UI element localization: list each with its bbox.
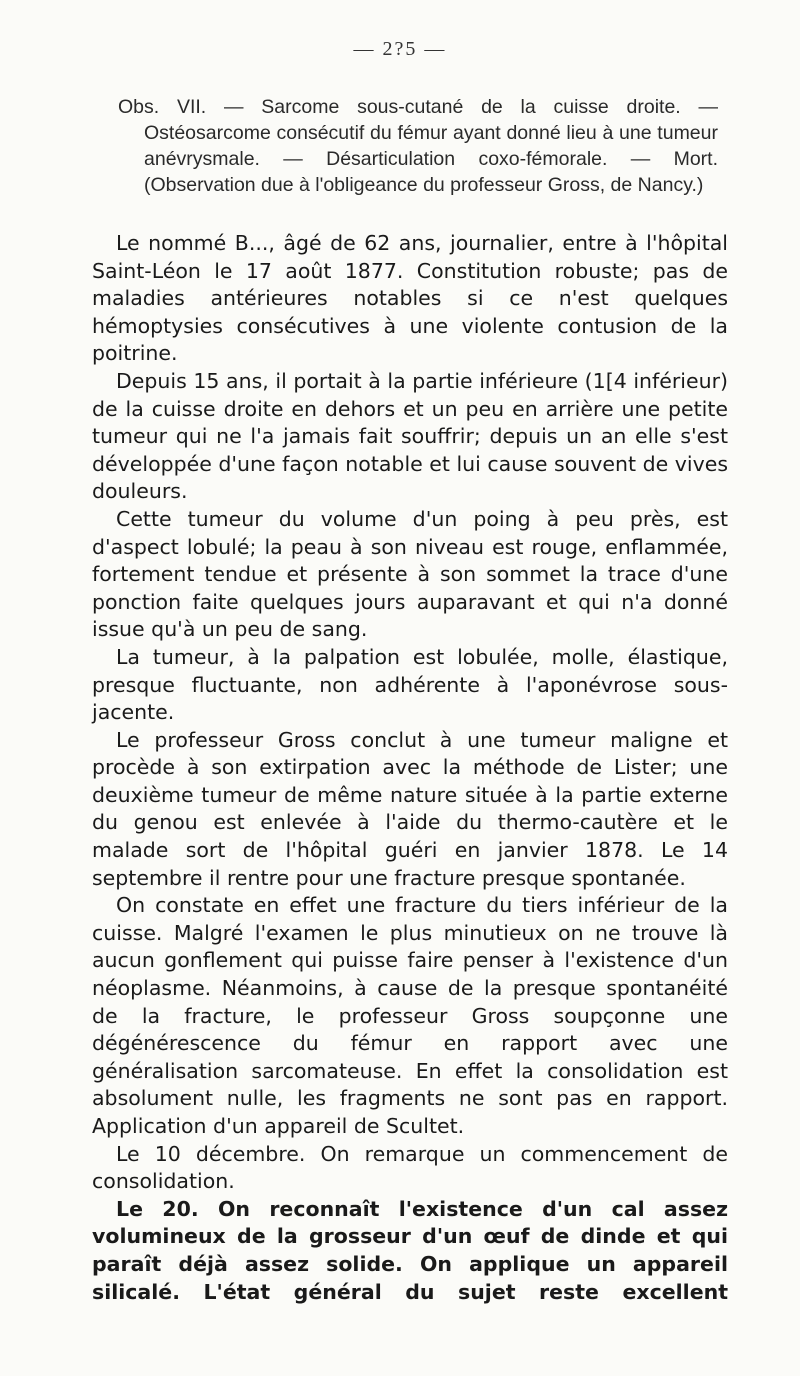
observation-heading: Obs. VII. — Sarcome sous-cutané de la cuisse droite. — Ostéosarcome consécutif du fémur ayant donné lieu à une tumeur anévrysmale. — Désarticulation coxo-fémorale. — Mort. (Observation due à l'obligeance du professeur Gross, de Nancy.) [118, 96, 718, 196]
paragraph-history: Depuis 15 ans, il portait à la partie inférieure (1[4 inférieur) de la cuisse droite en dehors et un peu en arrière une petite tumeur qui ne l'a jamais fait souffrir; depuis un an elle s'est développée d'une façon notable et lui cause souvent de vives douleurs. [92, 368, 728, 504]
paragraph-admission: Le nommé B..., âgé de 62 ans, journalier, entre à l'hôpital Saint-Léon le 17 août 1877. Constitution robuste; pas de maladies antérieures notables si ce n'est quelques hémoptysies consécutives à une violente contusion de la poitrine. [92, 231, 728, 366]
paragraph-december-10: Le 10 décembre. On remarque un commencement de consolidation. [92, 1141, 728, 1194]
observation-body [92, 230, 728, 1306]
paragraph-tumor-aspect: Cette tumeur du volume d'un poing à peu près, est d'aspect lobulé; la peau à son niveau est rouge, enflammée, fortement tendue et présente à son sommet la trace d'une ponction faite quelques jours auparavant et qui n'a donné issue qu'à un peu de sang. [92, 506, 728, 642]
paragraph-surgery: Le professeur Gross conclut à une tumeur maligne et procède à son extirpation avec la méthode de Lister; une deuxième tumeur de même nature située à la partie externe du genou est enlevée à l'aide du thermo-cautère et le malade sort de l'hôpital guéri en janvier 1878. Le 14 septembre il rentre pour une fracture presque spontanée. [92, 727, 728, 890]
paragraph-fracture: On constate en effet une fracture du tiers inférieur de la cuisse. Malgré l'examen le plus minutieux on ne trouve là aucun gonflement qui puisse faire penser à l'existence d'un néoplasme. Néanmoins, à cause de la presque spontanéité de la fracture, le professeur Gross soupçonne une dégénérescence du fémur en rapport avec une généralisation sarcomateuse. En effet la consolidation est absolument nulle, les fragments ne sont pas en rapport. Application d'un appareil de Scultet. [92, 893, 728, 1138]
paragraph-december-20: Le 20. On reconnaît l'existence d'un cal assez volumineux de la grosseur d'un œuf de dinde et qui paraît déjà assez solide. On applique un appareil silicalé. L'état général du sujet reste excellent [92, 1196, 728, 1304]
paragraph-palpation: La tumeur, à la palpation est lobulée, molle, élastique, presque fluctuante, non adhérente à l'aponévrose sous-jacente. [92, 644, 728, 725]
page-number: — 2?5 — [353, 38, 447, 60]
